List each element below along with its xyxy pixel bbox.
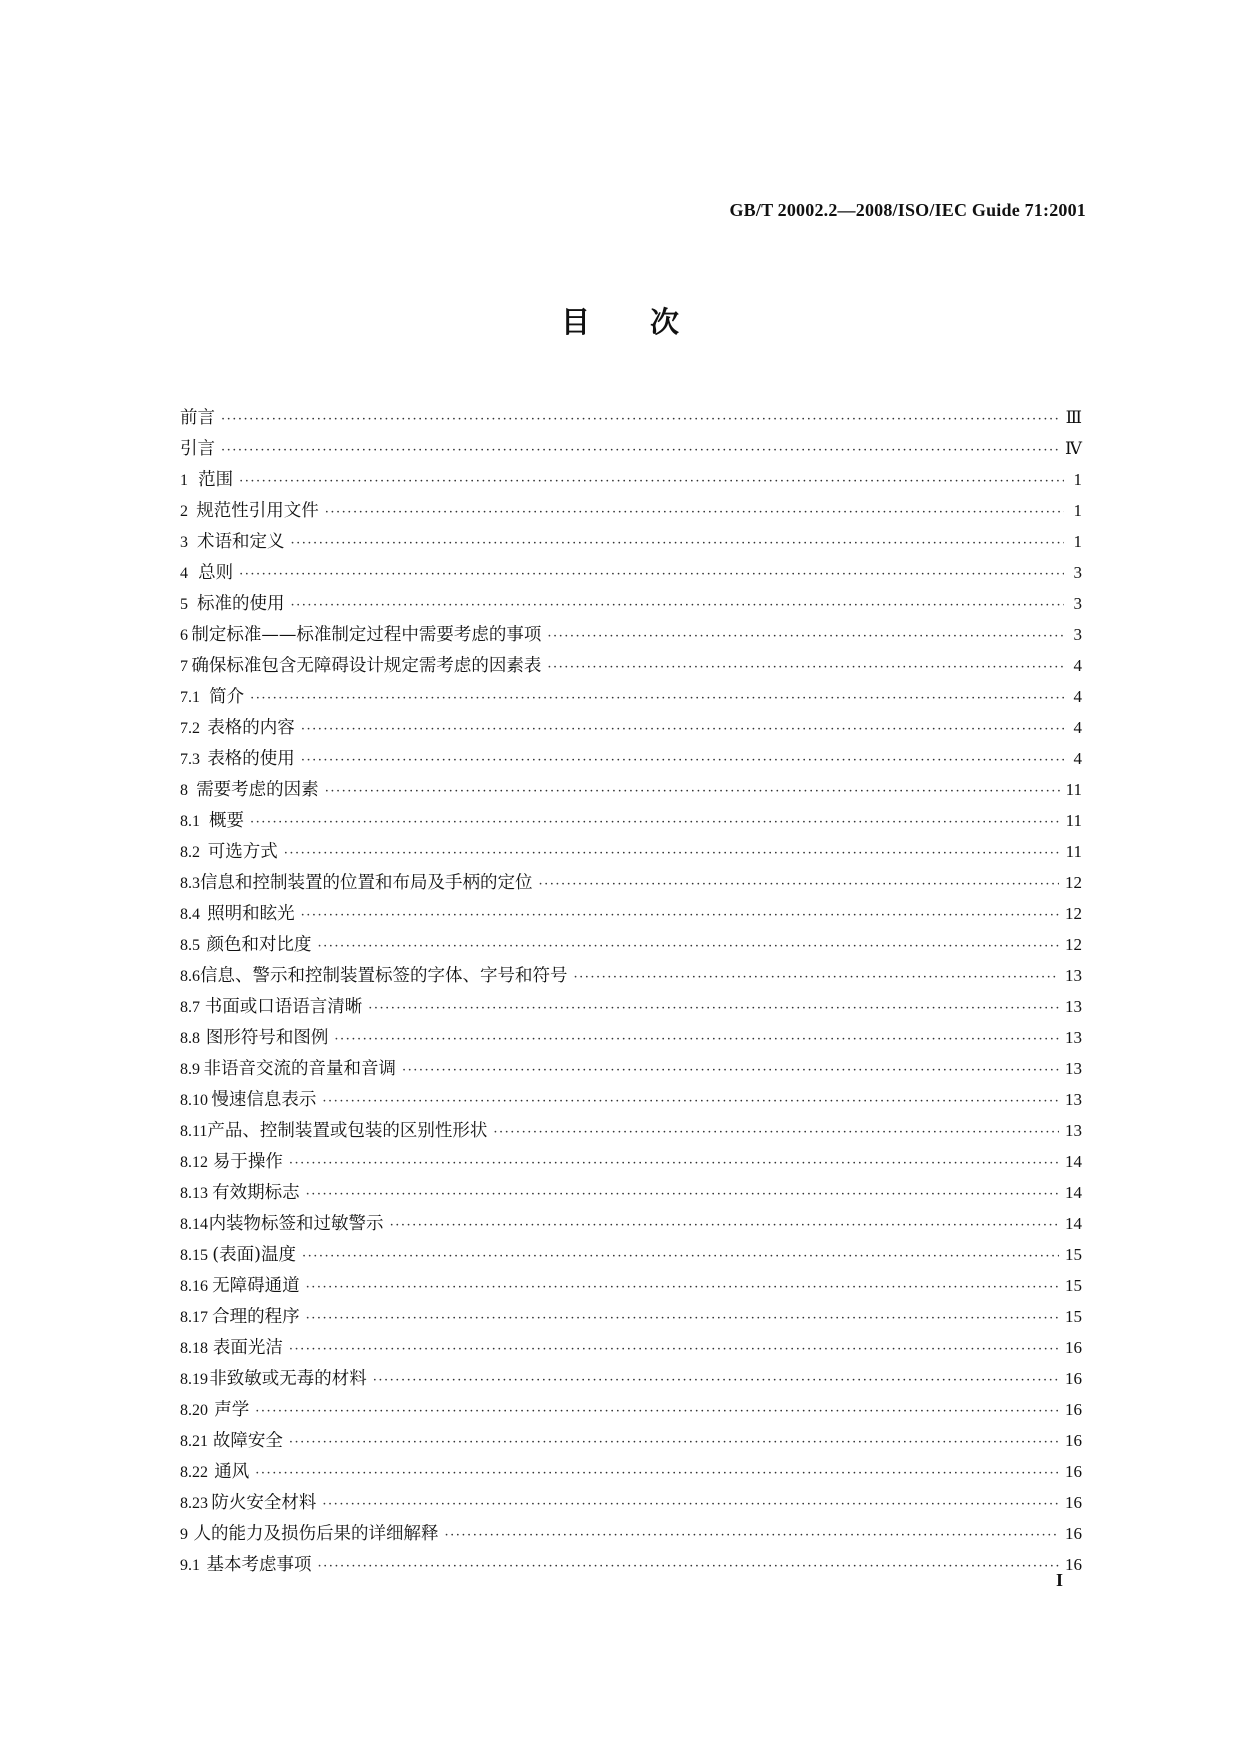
toc-entry-label: 有效期标志 xyxy=(212,1183,300,1203)
toc-dot-leader xyxy=(284,838,1060,869)
toc-dot-leader xyxy=(574,962,1060,993)
toc-entry-number: 4 xyxy=(180,565,188,582)
toc-entry-number: 8.23 xyxy=(180,1495,208,1512)
standard-code-header: GB/T 20002.2—2008/ISO/IEC Guide 71:2001 xyxy=(729,200,1086,220)
toc-entry-page: 11 xyxy=(1065,811,1082,830)
toc-entry-number: 8.21 xyxy=(180,1433,208,1450)
toc-entry-page: 16 xyxy=(1065,1431,1082,1450)
toc-entry[interactable] xyxy=(180,1363,1082,1394)
toc-dot-leader xyxy=(289,1427,1059,1458)
toc-entry-page: 4 xyxy=(1073,749,1082,768)
toc-entry-label: 需要考虑的因素 xyxy=(196,780,319,800)
toc-entry-page: 13 xyxy=(1065,997,1082,1016)
toc-entry-page: 4 xyxy=(1073,687,1082,706)
toc-entry-number: 8.18 xyxy=(180,1340,208,1357)
toc-entry-label: 慢速信息表示 xyxy=(211,1090,317,1110)
toc-entry-page: 16 xyxy=(1065,1493,1082,1512)
toc-entry-number: 6 xyxy=(180,627,188,644)
toc-entry[interactable] xyxy=(180,867,1082,898)
toc-entry-page: 13 xyxy=(1065,1028,1082,1047)
toc-dot-leader xyxy=(318,931,1059,962)
toc-entry[interactable] xyxy=(180,1053,1082,1084)
toc-entry-number: 8.5 xyxy=(180,937,200,954)
toc-entry-page: 14 xyxy=(1065,1183,1082,1202)
toc-entry[interactable] xyxy=(180,1394,1082,1425)
toc-dot-leader xyxy=(402,1055,1059,1086)
toc-entry-label: 制定标准——标准制定过程中需要考虑的事项 xyxy=(191,625,542,645)
toc-entry-label: 表面光洁 xyxy=(212,1338,283,1358)
toc-entry[interactable] xyxy=(180,650,1082,681)
toc-dot-leader xyxy=(368,993,1059,1024)
toc-entry-page: 1 xyxy=(1073,470,1082,489)
toc-entry[interactable] xyxy=(180,929,1082,960)
toc-entry-page: 13 xyxy=(1065,1090,1082,1109)
toc-entry-page: 3 xyxy=(1073,563,1082,582)
toc-entry-label: 非语音交流的音量和音调 xyxy=(203,1059,397,1079)
toc-entry-page: 13 xyxy=(1065,1059,1082,1078)
toc-entry-page: 16 xyxy=(1065,1338,1082,1357)
toc-entry[interactable] xyxy=(180,433,1082,464)
toc-entry-label: 简介 xyxy=(209,687,245,707)
toc-entry-number: 7.1 xyxy=(180,689,200,706)
toc-entry-label: 书面或口语语言清晰 xyxy=(204,997,363,1017)
toc-entry-label: 无障碍通道 xyxy=(212,1276,300,1296)
table-of-contents xyxy=(180,402,1082,1580)
toc-entry-number: 8.7 xyxy=(180,999,200,1016)
toc-dot-leader xyxy=(306,1179,1059,1210)
toc-dot-leader xyxy=(445,1520,1059,1551)
toc-entry-number: 8.12 xyxy=(180,1154,208,1171)
toc-entry-label: 内装物标签和过敏警示 xyxy=(208,1214,384,1234)
toc-entry-number: 8.16 xyxy=(180,1278,208,1295)
toc-entry[interactable] xyxy=(180,1301,1082,1332)
toc-entry-page: Ⅳ xyxy=(1065,439,1082,458)
toc-entry[interactable] xyxy=(180,1115,1082,1146)
toc-entry-page: 12 xyxy=(1065,873,1082,892)
toc-entry-page: 14 xyxy=(1065,1152,1082,1171)
toc-dot-leader xyxy=(306,1303,1059,1334)
toc-entry[interactable] xyxy=(180,526,1082,557)
toc-entry[interactable] xyxy=(180,1270,1082,1301)
toc-entry-label: 照明和眩光 xyxy=(207,904,295,924)
toc-entry-label: 规范性引用文件 xyxy=(196,501,319,521)
toc-entry-number: 8.17 xyxy=(180,1309,208,1326)
toc-entry-label: 图形符号和图例 xyxy=(205,1028,329,1048)
toc-entry[interactable] xyxy=(180,1487,1082,1518)
toc-dot-leader xyxy=(493,1117,1059,1148)
toc-entry-number: 8.11 xyxy=(180,1123,208,1140)
toc-entry[interactable] xyxy=(180,1084,1082,1115)
toc-entry-label: 术语和定义 xyxy=(197,532,285,552)
toc-entry-number: 8.14 xyxy=(180,1216,208,1233)
toc-entry-page: Ⅲ xyxy=(1065,408,1082,427)
toc-entry-label: 基本考虑事项 xyxy=(206,1555,312,1575)
toc-entry[interactable] xyxy=(180,1456,1082,1487)
toc-entry[interactable] xyxy=(180,588,1082,619)
toc-entry-label: 标准的使用 xyxy=(197,594,285,614)
toc-dot-leader xyxy=(301,900,1059,931)
toc-entry-page: 1 xyxy=(1073,501,1082,520)
toc-entry-page: 16 xyxy=(1065,1555,1082,1574)
toc-dot-leader xyxy=(301,714,1064,745)
toc-entry-number: 1 xyxy=(180,472,188,489)
toc-dot-leader xyxy=(291,528,1064,559)
toc-entry-number: 8.6 xyxy=(180,968,200,985)
toc-dot-leader xyxy=(325,497,1064,528)
toc-entry-label: 范围 xyxy=(198,470,234,490)
toc-entry-page: 16 xyxy=(1065,1400,1082,1419)
toc-entry-number: 8.19 xyxy=(180,1371,208,1388)
toc-entry-label: 产品、控制装置或包装的区别性形状 xyxy=(207,1121,488,1141)
toc-entry-page: 4 xyxy=(1073,656,1082,675)
toc-entry[interactable] xyxy=(180,836,1082,867)
toc-entry-label: 引言 xyxy=(180,439,215,459)
toc-dot-leader xyxy=(302,1241,1059,1272)
toc-entry-page: 15 xyxy=(1065,1276,1082,1295)
toc-entry[interactable] xyxy=(180,1177,1082,1208)
toc-entry-number: 8.9 xyxy=(180,1061,200,1078)
toc-entry-label: 信息和控制装置的位置和布局及手柄的定位 xyxy=(200,873,533,893)
toc-entry-number: 8.4 xyxy=(180,906,200,923)
toc-entry[interactable] xyxy=(180,1022,1082,1053)
toc-entry-page: 12 xyxy=(1065,935,1082,954)
toc-dot-leader xyxy=(547,652,1064,683)
toc-entry-number: 3 xyxy=(180,534,188,551)
toc-entry-number: 2 xyxy=(180,503,188,520)
toc-entry[interactable] xyxy=(180,464,1082,495)
toc-entry-page: 3 xyxy=(1073,594,1082,613)
toc-entry[interactable] xyxy=(180,712,1082,743)
toc-dot-leader xyxy=(255,1396,1059,1427)
toc-entry-number: 8.22 xyxy=(180,1464,208,1481)
toc-entry[interactable] xyxy=(180,774,1082,805)
toc-dot-leader xyxy=(318,1551,1059,1582)
toc-entry-page: 12 xyxy=(1065,904,1082,923)
toc-dot-leader xyxy=(291,590,1064,621)
toc-entry-page: 4 xyxy=(1073,718,1082,737)
toc-dot-leader xyxy=(255,1458,1059,1489)
toc-entry[interactable] xyxy=(180,1425,1082,1456)
toc-dot-leader xyxy=(322,1086,1059,1117)
toc-entry[interactable] xyxy=(180,557,1082,588)
toc-entry-page: 11 xyxy=(1065,780,1082,799)
toc-entry-number: 8.10 xyxy=(180,1092,208,1109)
toc-entry-page: 15 xyxy=(1065,1307,1082,1326)
toc-entry[interactable] xyxy=(180,619,1082,650)
toc-entry-number: 8.13 xyxy=(180,1185,208,1202)
toc-entry-label: 易于操作 xyxy=(212,1152,283,1172)
toc-dot-leader xyxy=(221,435,1059,466)
toc-entry-page: 15 xyxy=(1065,1245,1082,1264)
toc-entry-label: 前言 xyxy=(180,408,215,428)
toc-entry-number: 8.2 xyxy=(180,844,200,861)
page-number: I xyxy=(1056,1570,1064,1590)
toc-entry-number: 7.3 xyxy=(180,751,200,768)
toc-entry-page: 16 xyxy=(1065,1524,1082,1543)
toc-dot-leader xyxy=(325,776,1060,807)
toc-entry-label: 表格的使用 xyxy=(207,749,295,769)
toc-entry-label: 确保标准包含无障碍设计规定需考虑的因素表 xyxy=(191,656,542,676)
toc-entry-label: 总则 xyxy=(198,563,234,583)
toc-dot-leader xyxy=(250,683,1064,714)
toc-entry-number: 8.1 xyxy=(180,813,200,830)
toc-entry-number: 8.3 xyxy=(180,875,200,892)
toc-entry[interactable] xyxy=(180,495,1082,526)
toc-entry-number: 8.8 xyxy=(180,1030,200,1047)
toc-entry[interactable] xyxy=(180,960,1082,991)
toc-entry-label: 合理的程序 xyxy=(212,1307,300,1327)
toc-entry[interactable] xyxy=(180,1332,1082,1363)
toc-entry-label: 信息、警示和控制装置标签的字体、字号和符号 xyxy=(200,966,568,986)
toc-title: 目次 xyxy=(560,305,739,339)
toc-entry[interactable] xyxy=(180,1518,1082,1549)
toc-entry-label: 颜色和对比度 xyxy=(206,935,312,955)
toc-entry-label: 通风 xyxy=(214,1462,250,1482)
toc-entry-page: 16 xyxy=(1065,1369,1082,1388)
toc-entry[interactable] xyxy=(180,898,1082,929)
toc-entry-label: 概要 xyxy=(208,811,244,831)
toc-dot-leader xyxy=(289,1148,1059,1179)
toc-entry-label: 可选方式 xyxy=(207,842,278,862)
toc-entry-number: 9.1 xyxy=(180,1557,200,1574)
toc-entry[interactable] xyxy=(180,805,1082,836)
toc-entry-label: 防火安全材料 xyxy=(211,1493,317,1513)
toc-entry-page: 1 xyxy=(1073,532,1082,551)
toc-dot-leader xyxy=(390,1210,1059,1241)
toc-dot-leader xyxy=(547,621,1064,652)
toc-entry-label: 声学 xyxy=(214,1400,250,1420)
toc-entry-label: 故障安全 xyxy=(212,1431,283,1451)
toc-dot-leader xyxy=(250,807,1060,838)
toc-entry-number: 9 xyxy=(180,1526,188,1543)
toc-entry-label: 表格的内容 xyxy=(207,718,295,738)
toc-entry-number: 5 xyxy=(180,596,188,613)
toc-entry-page: 14 xyxy=(1065,1214,1082,1233)
toc-entry-number: 8 xyxy=(180,782,188,799)
toc-dot-leader xyxy=(289,1334,1059,1365)
toc-dot-leader xyxy=(539,869,1060,900)
toc-entry-number: 7 xyxy=(180,658,188,675)
toc-entry-number: 7.2 xyxy=(180,720,200,737)
toc-entry-label: 人的能力及损伤后果的详细解释 xyxy=(193,1524,439,1544)
toc-entry-page: 13 xyxy=(1065,966,1082,985)
toc-entry-number: 8.20 xyxy=(180,1402,208,1419)
toc-dot-leader xyxy=(322,1489,1059,1520)
toc-entry-page: 16 xyxy=(1065,1462,1082,1481)
toc-dot-leader xyxy=(301,745,1064,776)
toc-entry[interactable] xyxy=(180,402,1082,433)
toc-dot-leader xyxy=(239,559,1064,590)
toc-dot-leader xyxy=(239,466,1064,497)
toc-entry[interactable] xyxy=(180,991,1082,1022)
toc-dot-leader xyxy=(306,1272,1059,1303)
toc-entry-page: 3 xyxy=(1073,625,1082,644)
toc-entry[interactable] xyxy=(180,1146,1082,1177)
toc-entry-page: 11 xyxy=(1065,842,1082,861)
toc-dot-leader xyxy=(221,404,1060,435)
toc-entry-page: 13 xyxy=(1065,1121,1082,1140)
toc-entry[interactable] xyxy=(180,743,1082,774)
toc-entry-label: (表面)温度 xyxy=(212,1245,296,1265)
toc-entry[interactable] xyxy=(180,1239,1082,1270)
toc-dot-leader xyxy=(373,1365,1059,1396)
toc-entry-number: 8.15 xyxy=(180,1247,208,1264)
toc-entry-label: 非致敏或无毒的材料 xyxy=(209,1369,367,1389)
toc-entry[interactable] xyxy=(180,681,1082,712)
toc-dot-leader xyxy=(334,1024,1059,1055)
toc-entry[interactable] xyxy=(180,1549,1082,1580)
toc-entry[interactable] xyxy=(180,1208,1082,1239)
